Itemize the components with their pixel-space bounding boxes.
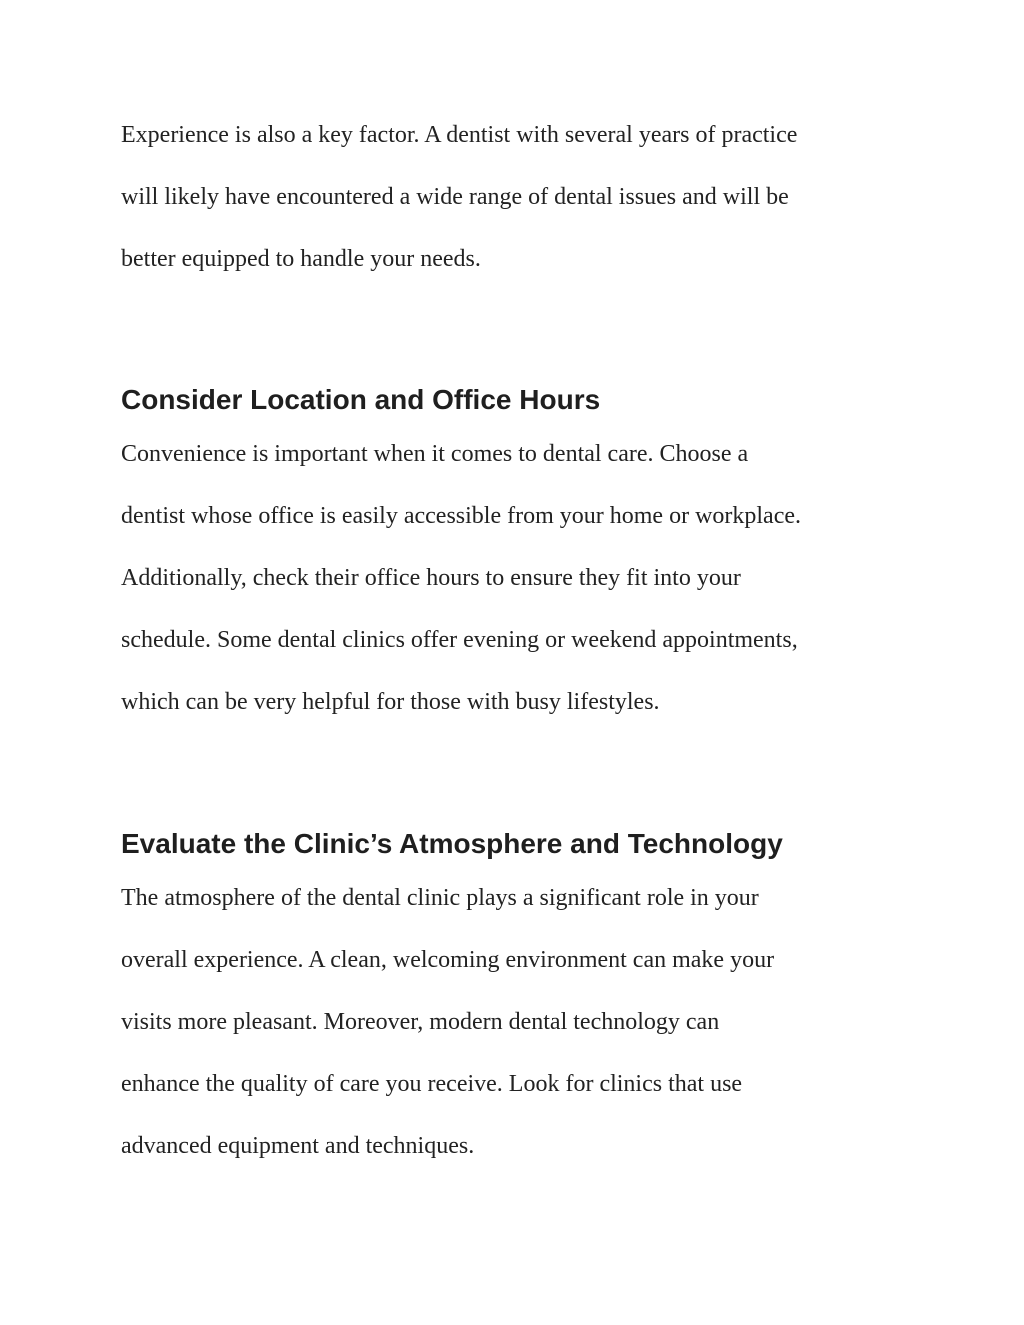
paragraph-line: The atmosphere of the dental clinic plays a significant role in your	[121, 885, 759, 911]
paragraph-line: Additionally, check their office hours to ensure they fit into your	[121, 565, 741, 591]
paragraph-line: Convenience is important when it comes to dental care. Choose a	[121, 441, 749, 467]
paragraph-line: which can be very helpful for those with busy lifestyles.	[121, 689, 660, 715]
paragraph-line: better equipped to handle your needs.	[121, 246, 481, 272]
paragraph-line: advanced equipment and techniques.	[121, 1133, 475, 1159]
paragraph-line: overall experience. A clean, welcoming environment can make your	[121, 947, 775, 973]
section-heading-location: Consider Location and Office Hours	[121, 384, 601, 415]
paragraph-line: schedule. Some dental clinics offer evening or weekend appointments,	[121, 627, 798, 653]
paragraph-line: will likely have encountered a wide range of dental issues and will be	[121, 184, 789, 210]
paragraph-line: Experience is also a key factor. A dentist with several years of practice	[121, 122, 798, 148]
paragraph-line: dentist whose office is easily accessible from your home or workplace.	[121, 503, 802, 529]
section-heading-atmosphere: Evaluate the Clinic’s Atmosphere and Technology	[121, 828, 783, 859]
paragraph-line: enhance the quality of care you receive. Look for clinics that use	[121, 1071, 743, 1097]
paragraph-line: visits more pleasant. Moreover, modern dental technology can	[121, 1009, 720, 1035]
